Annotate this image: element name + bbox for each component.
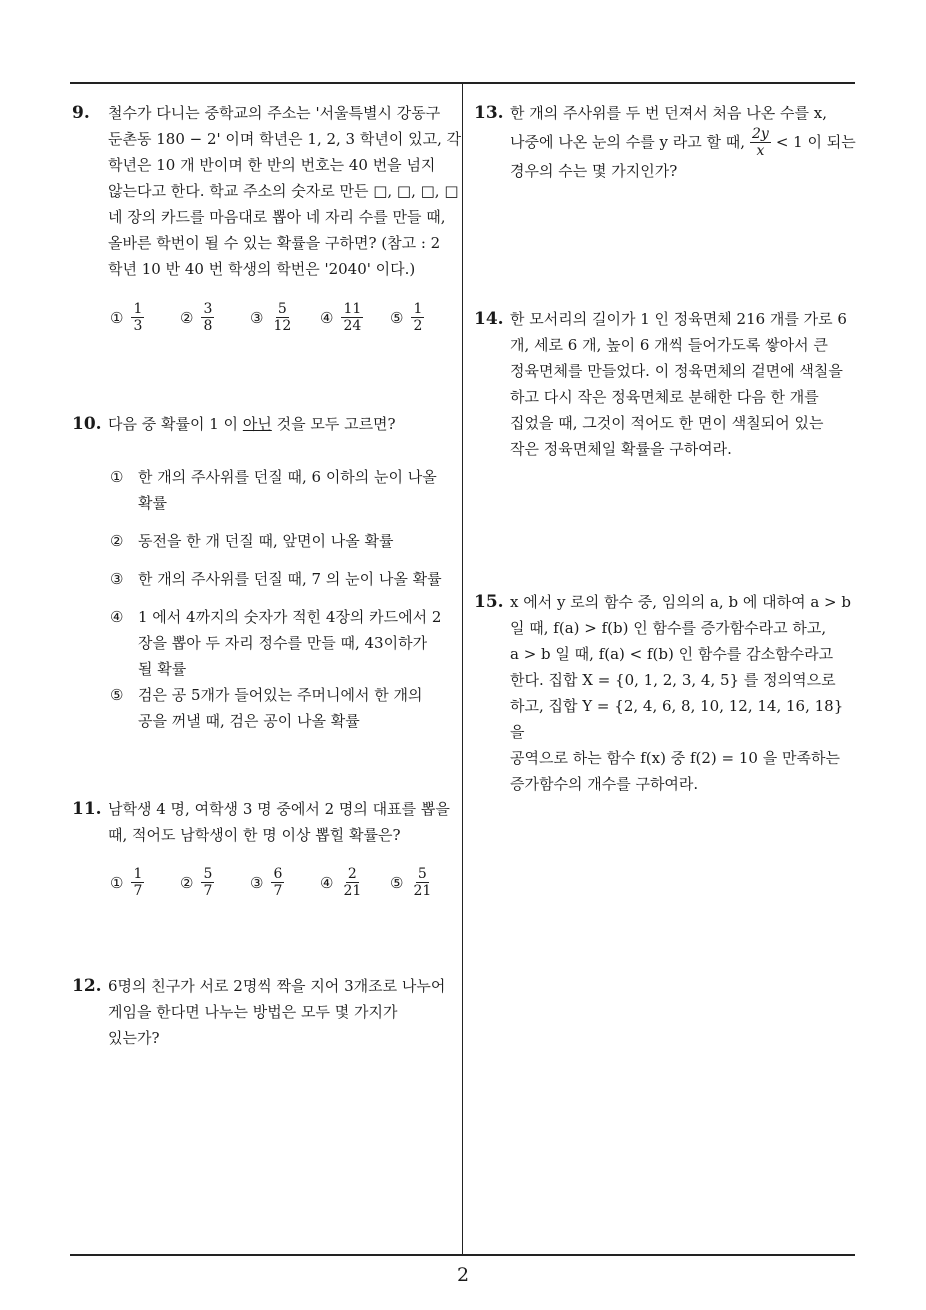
question-line: 6명의 친구가 서로 2명씩 짝을 지어 3개조로 나누어 [108, 977, 446, 995]
question-line: 경우의 수는 몇 가지인가? [510, 162, 678, 180]
question-line: 학년은 10 개 반이며 한 반의 번호는 40 번을 넘지 [108, 156, 436, 174]
question-line: 철수가 다니는 중학교의 주소는 '서울특별시 강동구 [108, 104, 441, 122]
fraction: $\frac{5}{7}$ [203, 866, 213, 899]
question-12 [72, 973, 462, 1051]
question-line: 작은 정육면체일 확률을 구하여라. [510, 440, 732, 458]
choice-3[interactable]: ③ $\frac{6}{7}$ [250, 866, 283, 899]
question-line: 정육면체를 만들었다. 이 정육면체의 겉면에 색칠을 [510, 362, 843, 380]
fraction: $\frac{1}{2}$ [413, 301, 423, 334]
question-line: 남학생 4 명, 여학생 3 명 중에서 2 명의 대표를 뽑을 [108, 800, 450, 818]
question-10 [72, 411, 462, 437]
question-10-options [70, 464, 460, 734]
choice-3[interactable]: ③ $\frac{5}{12}$ [250, 301, 292, 334]
fraction: $\frac{5}{21}$ [413, 866, 432, 899]
question-stem: 다음 중 확률이 1 이 [108, 415, 243, 433]
question-number: 11. [72, 799, 102, 819]
option-3[interactable]: ③ 한 개의 주사위를 던질 때, 7 의 눈이 나올 확률 [110, 570, 442, 588]
question-line: 있는가? [108, 1029, 160, 1047]
underlined-word: 아닌 [242, 415, 272, 433]
question-line: 학년 10 반 40 번 학생의 학번은 '2040' 이다.) [108, 260, 416, 278]
fraction: $\frac{6}{7}$ [273, 866, 283, 899]
question-line: 때, 적어도 남학생이 한 명 이상 뽑힐 확률은? [108, 826, 401, 844]
fraction: $\frac{5}{12}$ [273, 301, 292, 334]
question-line: 게임을 한다면 나누는 방법은 모두 몇 가지가 [108, 1003, 398, 1021]
choice-5[interactable]: ⑤ $\frac{5}{21}$ [390, 866, 432, 899]
question-9 [72, 100, 462, 282]
question-line: 증가함수의 개수를 구하여라. [510, 775, 699, 793]
fraction: $\frac{3}{8}$ [203, 301, 213, 334]
fraction: $\frac{2}{21}$ [343, 866, 362, 899]
question-line: 공역으로 하는 함수 f(x) 중 f(2) = 10 을 만족하는 [510, 749, 840, 767]
choice-5[interactable]: ⑤ $\frac{1}{2}$ [390, 301, 423, 334]
option-2[interactable]: ② 동전을 한 개 던질 때, 앞면이 나올 확률 [110, 532, 394, 550]
question-line: 집었을 때, 그것이 적어도 한 면이 색칠되어 있는 [510, 414, 824, 432]
question-number: 14. [474, 309, 504, 329]
question-line: 일 때, f(a) > f(b) 인 함수를 증가함수라고 하고, [510, 619, 827, 637]
question-line: a > b 일 때, f(a) < f(b) 인 함수를 감소함수라고 [510, 645, 834, 663]
option-5[interactable]: ⑤ 검은 공 5개가 들어있는 주머니에서 한 개의 공을 꺼낼 때, 검은 공이 나올 확률 [110, 686, 423, 730]
answer-choices [110, 301, 460, 334]
question-line: 개, 세로 6 개, 높이 6 개씩 들어가도록 쌓아서 큰 [510, 336, 828, 354]
question-15 [474, 589, 859, 797]
question-line: x 에서 y 로의 함수 중, 임의의 a, b 에 대하여 a > b [510, 593, 851, 611]
choice-2[interactable]: ② $\frac{3}{8}$ [180, 301, 213, 334]
question-line: 한 모서리의 길이가 1 인 정육면체 216 개를 가로 6 [510, 310, 847, 328]
question-number: 10. [72, 414, 102, 434]
question-line: 둔촌동 180 − 2' 이며 학년은 1, 2, 3 학년이 있고, 각 [108, 130, 462, 148]
fraction: $\frac{1}{3}$ [133, 301, 143, 334]
question-stem: 것을 모두 고르면? [271, 415, 396, 433]
fraction: $\frac{2y}{x}$ [752, 125, 769, 159]
option-1[interactable]: ① 한 개의 주사위를 던질 때, 6 이하의 눈이 나올 확률 [110, 468, 437, 512]
choice-4[interactable]: ④ $\frac{11}{24}$ [320, 301, 362, 334]
question-number: 15. [474, 592, 504, 612]
question-line: 네 장의 카드를 마음대로 뽑아 네 자리 수를 만들 때, [108, 208, 446, 226]
choice-1[interactable]: ① $\frac{1}{3}$ [110, 301, 143, 334]
question-14 [474, 306, 859, 462]
choice-1[interactable]: ① $\frac{1}{7}$ [110, 866, 143, 899]
answer-choices [110, 866, 460, 899]
question-line: 한 개의 주사위를 두 번 던져서 처음 나온 수를 x, [510, 104, 827, 122]
question-number: 13. [474, 103, 504, 123]
fraction: $\frac{11}{24}$ [343, 301, 362, 334]
question-line: 한다. 집합 X = {0, 1, 2, 3, 4, 5} 를 정의역으로 [510, 671, 836, 689]
choice-2[interactable]: ② $\frac{5}{7}$ [180, 866, 213, 899]
fraction: $\frac{1}{7}$ [133, 866, 143, 899]
page-number: 2 [456, 1264, 470, 1286]
question-13 [474, 100, 859, 184]
question-line: 하고, 집합 Y = {2, 4, 6, 8, 10, 12, 14, 16, 18} 을 [510, 697, 844, 741]
question-line: 나중에 나온 눈의 수를 y 라고 할 때, $\frac{2y}{x}$ < 1 이 되는 [510, 125, 856, 159]
column-divider [462, 83, 463, 1255]
question-line: 하고 다시 작은 정육면체로 분해한 다음 한 개를 [510, 388, 819, 406]
question-11 [72, 796, 462, 848]
question-number: 12. [72, 976, 102, 996]
choice-4[interactable]: ④ $\frac{2}{21}$ [320, 866, 362, 899]
question-line: 않는다고 한다. 학교 주소의 숫자로 만든 □, □, □, □ [108, 182, 459, 200]
question-line: 올바른 학번이 될 수 있는 확률을 구하면? (참고 : 2 [108, 234, 441, 252]
bottom-rule [70, 1254, 855, 1256]
question-number: 9. [72, 103, 90, 123]
option-4[interactable]: ④ 1 에서 4까지의 숫자가 적힌 4장의 카드에서 2 장을 뽑아 두 자리 정수를 만들 때, 43이하가 될 확률 [110, 608, 442, 678]
